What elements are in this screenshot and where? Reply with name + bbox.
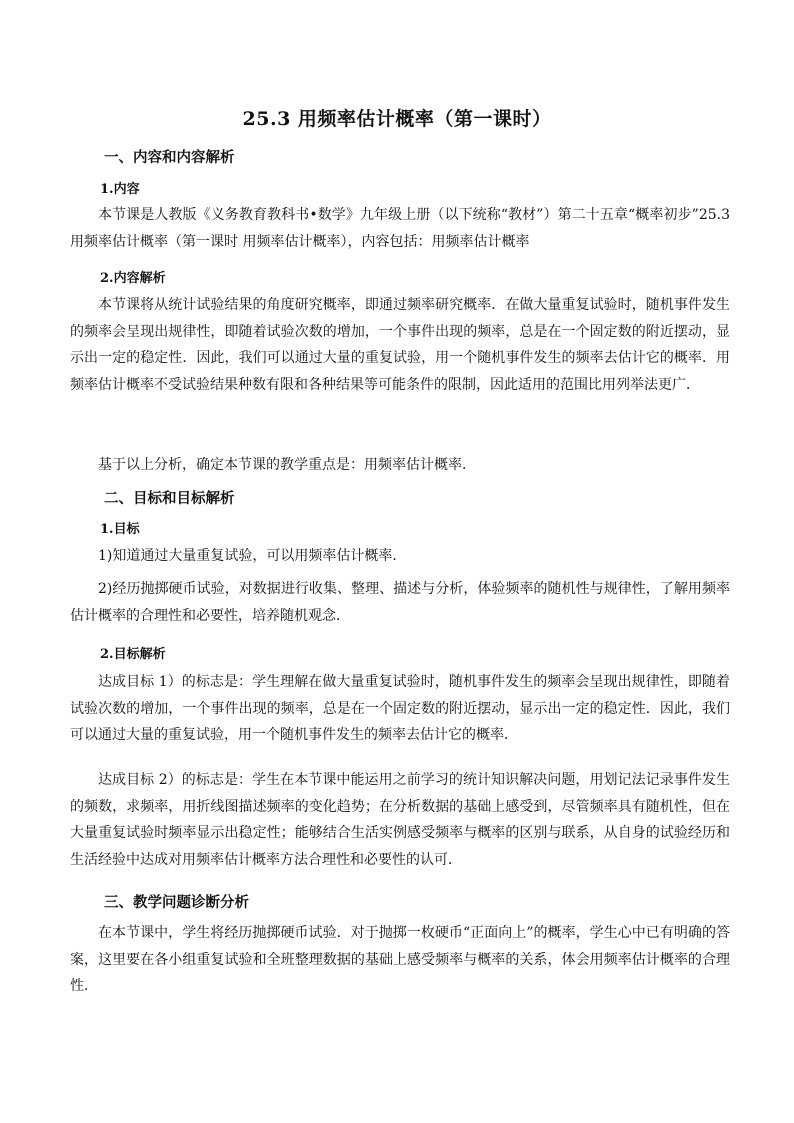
page-title: 25.3 用频率估计概率（第一课时） bbox=[242, 108, 552, 130]
paragraph-goal-analysis-2: 达成目标 2）的标志是：学生在本节课中能运用之前学习的统计知识解决问题，用划记法记录事件发生的频数，求频率，用折线图描述频率的变化趋势；在分析数据的基础上感受到，尽管频率具有随机性，但在大量重复试验时频率显示出稳定性；能够结合生活实例感受频率与概率的区别与联系，从自身的试验经历和生活经验中达成对用频率估计概率方法合理性和必要性的认可． bbox=[70, 772, 730, 868]
section-heading-goals: 二、目标和目标解析 bbox=[104, 490, 235, 507]
paragraph-diagnosis: 在本节课中，学生将经历抛掷硬币试验．对于抛掷一枚硬币“正面向上”的概率，学生心中已有明确的答案，这里要在各小组重复试验和全班整理数据的基础上感受频率与概率的关系，体会用频率估计概率的合理性． bbox=[70, 925, 730, 994]
subheading-goals: 1.目标 bbox=[100, 522, 140, 537]
paragraph-teaching-focus: 基于以上分析，确定本节课的教学重点是：用频率估计概率． bbox=[98, 457, 476, 473]
section-heading-diagnosis: 三、教学问题诊断分析 bbox=[104, 894, 249, 911]
section-heading-content: 一、内容和内容解析 bbox=[104, 149, 235, 166]
paragraph-goal-1: 1)知道通过大量重复试验，可以用频率估计概率． bbox=[98, 548, 407, 564]
paragraph-goal-2: 2)经历抛掷硬币试验，对数据进行收集、整理、描述与分析，体验频率的随机性与规律性，了解用频率估计概率的合理性和必要性，培养随机观念． bbox=[70, 581, 730, 624]
subheading-goal-analysis: 2.目标解析 bbox=[100, 647, 166, 662]
subheading-content-analysis: 2.内容解析 bbox=[100, 271, 166, 286]
paragraph-goal-analysis-1: 达成目标 1）的标志是：学生理解在做大量重复试验时，随机事件发生的频率会呈现出规律性，即随着试验次数的增加，一个事件出现的频率，总是在一个固定数的附近摆动，显示出一定的稳定性．因此，我们可以通过大量的重复试验，用一个随机事件发生的频率去估计它的概率． bbox=[70, 674, 730, 743]
paragraph-content: 本节课是人教版《义务教育教科书•数学》九年级上册（以下统称“教材”）第二十五章“概率初步”25.3 用频率估计概率（第一课时 用频率估计概率），内容包括：用频率估计概率 bbox=[70, 207, 730, 250]
subheading-content: 1.内容 bbox=[100, 182, 140, 197]
paragraph-content-analysis: 本节课将从统计试验结果的角度研究概率，即通过频率研究概率．在做大量重复试验时，随机事件发生的频率会呈现出规律性，即随着试验次数的增加，一个事件出现的频率，总是在一个固定数的附近摆动，显示出一定的稳定性．因此，我们可以通过大量的重复试验，用一个随机事件发生的频率去估计它的概率．用频率估计概率不受试验结果种数有限和各种结果等可能条件的限制，因此适用的范围比用列举法更广． bbox=[70, 297, 730, 393]
